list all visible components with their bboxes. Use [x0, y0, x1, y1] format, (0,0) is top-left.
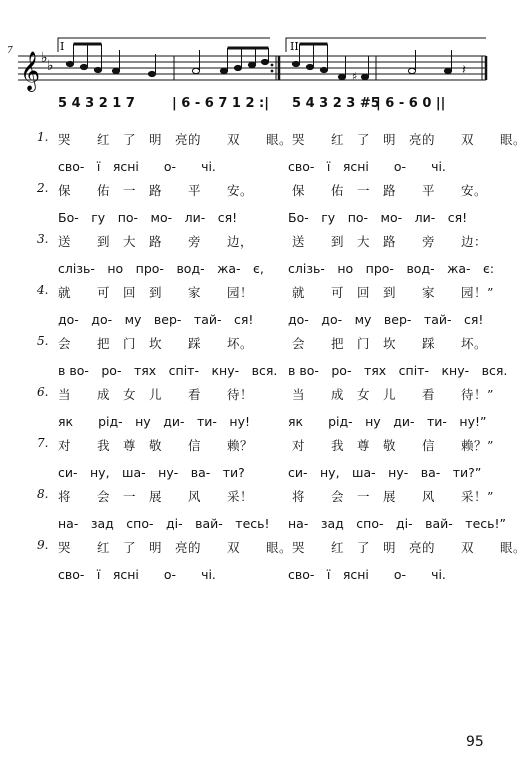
verse-number: 2. — [37, 181, 49, 195]
chinese-lyric: 保 佑 一 路 平 安。 — [292, 183, 488, 198]
chinese-lyric: 送 到 大 路 旁 边： — [292, 234, 488, 249]
verse-number: 1. — [37, 130, 49, 144]
ukrainian-lyric: сво- ї ясні о- чі. — [288, 567, 446, 582]
chinese-lyric: 哭 红 了 明 亮的 双 眼。 — [58, 540, 293, 555]
staff-notation — [0, 0, 500, 96]
chinese-lyric: 对 我 尊 敬 信 赖？ — [58, 438, 254, 453]
ukrainian-lyric: слізь- но про- вод- жа- є: — [288, 261, 495, 276]
chinese-lyric: 将 会 一 展 风 采！ — [58, 489, 254, 504]
ukrainian-lyric: на- зад спо- ді- вай- тесь!” — [288, 516, 506, 531]
ukrainian-lyric: сво- ї ясні о- чі. — [58, 567, 216, 582]
ukrainian-lyric: на- зад спо- ді- вай- тесь! — [58, 516, 270, 531]
verse-number: 9. — [37, 538, 49, 552]
treble-clef-icon: 𝄞 — [20, 51, 41, 91]
music-staff-block — [0, 0, 500, 130]
svg-text:𝄽: 𝄽 — [462, 63, 466, 78]
chinese-lyric: 保 佑 一 路 平 安。 — [58, 183, 254, 198]
ukrainian-lyric: до- до- му вер- тай- ся! — [288, 312, 484, 327]
jianpu-numbered-notation — [0, 96, 500, 126]
chinese-lyric: 哭 红 了 明 亮的 双 眼。 — [292, 132, 526, 147]
chinese-lyric: 对 我 尊 敬 信 赖？” — [292, 438, 494, 453]
ukrainian-lyric: як рід- ну ди- ти- ну! — [58, 414, 250, 429]
chinese-lyric: 将 会 一 展 风 采！” — [292, 489, 494, 504]
verse-number: 8. — [37, 487, 49, 501]
flat-icon: ♭ — [47, 58, 54, 74]
jianpu-seg: 5 4 3 2 1 7 — [58, 96, 135, 111]
volta-2-label: II — [290, 40, 299, 53]
jianpu-seg: 5 4 3 2 3 #5 — [292, 96, 380, 111]
ukrainian-lyric: си- ну, ша- ну- ва- ти?” — [288, 465, 482, 480]
verse-number: 3. — [37, 232, 49, 246]
ukrainian-lyric: си- ну, ша- ну- ва- ти? — [58, 465, 245, 480]
page-number: 95 — [466, 734, 484, 750]
ukrainian-lyric: сво- ї ясні о- чі. — [58, 159, 216, 174]
ukrainian-lyric: в во- ро- тях спіт- кну- вся. — [288, 363, 508, 378]
chinese-lyric: 就 可 回 到 家 园！ — [58, 285, 254, 300]
measure-number: 7 — [7, 46, 13, 56]
chinese-lyric: 哭 红 了 明 亮的 双 眼。 — [292, 540, 526, 555]
jianpu-seg: | 6 - 6 0 || — [376, 96, 446, 111]
chinese-lyric: 当 成 女 儿 看 待！ — [58, 387, 254, 402]
chinese-lyric: 哭 红 了 明 亮的 双 眼。 — [58, 132, 293, 147]
verse-number: 6. — [37, 385, 49, 399]
ukrainian-lyric: сво- ї ясні о- чі. — [288, 159, 446, 174]
verse — [0, 538, 526, 600]
chinese-lyric: 送 到 大 路 旁 边， — [58, 234, 254, 249]
ukrainian-lyric: в во- ро- тях спіт- кну- вся. — [58, 363, 278, 378]
chinese-lyric: 会 把 门 坎 踩 坏。 — [58, 336, 254, 351]
chinese-lyric: 会 把 门 坎 踩 坏。 — [292, 336, 488, 351]
flat-icon: ♭ — [41, 50, 48, 66]
ukrainian-lyric: як рід- ну ди- ти- ну!” — [288, 414, 487, 429]
ukrainian-lyric: до- до- му вер- тай- ся! — [58, 312, 254, 327]
jianpu-seg: | 6 - 6 7 1 2 :| — [172, 96, 269, 111]
ukrainian-lyric: Бо- гу по- мо- ли- ся! — [58, 210, 238, 225]
verse-number: 4. — [37, 283, 49, 297]
ukrainian-lyric: Бо- гу по- мо- ли- ся! — [288, 210, 468, 225]
volta-1-label: I — [60, 40, 65, 53]
chinese-lyric: 当 成 女 儿 看 待！” — [292, 387, 494, 402]
verse-number: 5. — [37, 334, 49, 348]
ukrainian-lyric: слізь- но про- вод- жа- є, — [58, 261, 264, 276]
verse-number: 7. — [37, 436, 49, 450]
chinese-lyric: 就 可 回 到 家 园！” — [292, 285, 494, 300]
svg-text:♯: ♯ — [352, 70, 358, 83]
